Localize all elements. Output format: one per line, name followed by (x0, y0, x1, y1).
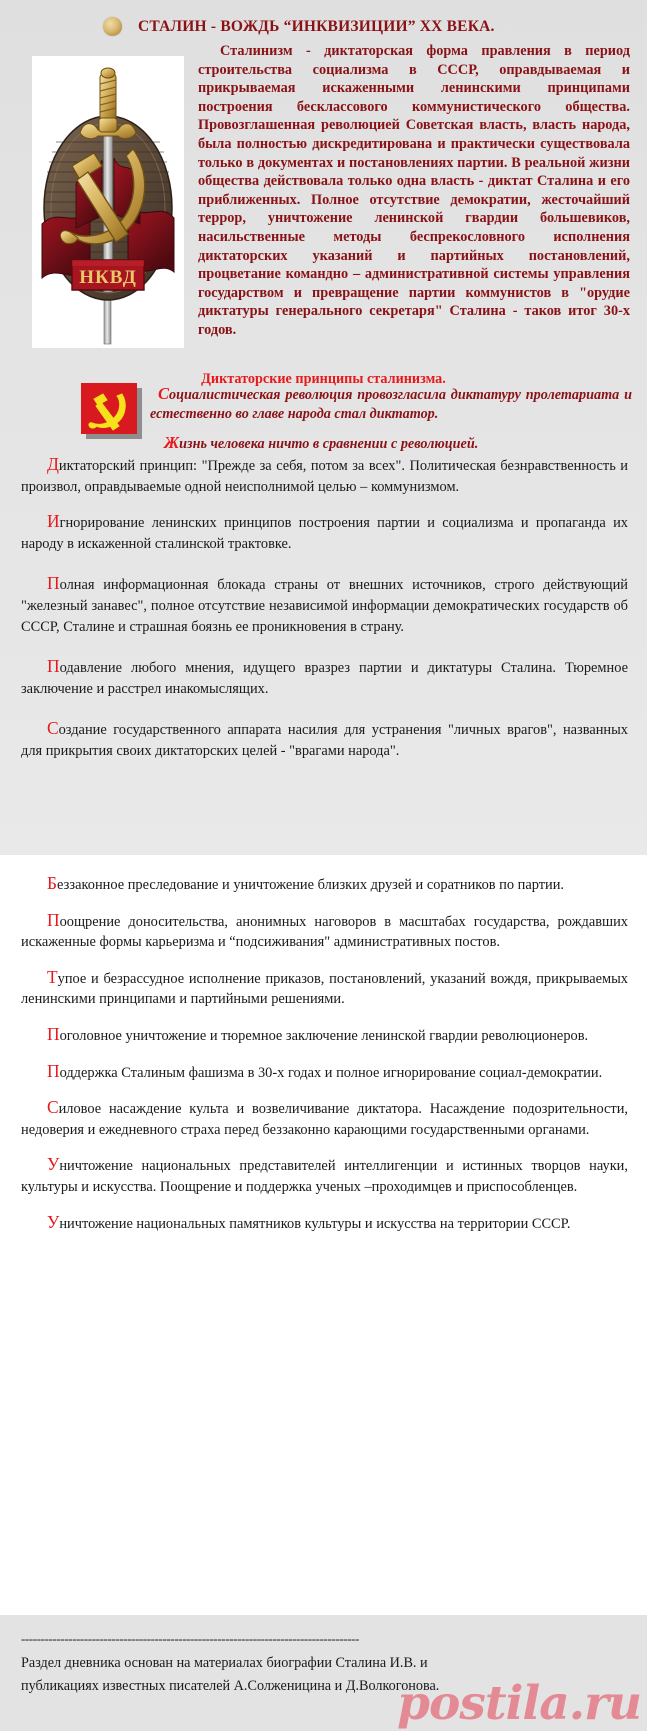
gold-seal-icon (103, 17, 122, 36)
paragraph-text: гнорирование ленинских принципов построения партии и социализма и пропаганда их народу в искаженной сталинской трактовке. (21, 515, 628, 552)
principle-paragraph (21, 1099, 628, 1140)
principle-paragraph (21, 720, 628, 761)
paragraph-dropcap: У (47, 1211, 60, 1232)
nkvd-badge-image (32, 56, 184, 348)
paragraph-dropcap: П (47, 1023, 60, 1044)
quote-dropcap: С (158, 384, 170, 403)
paragraph-text: упое и безрассудное исполнение приказов, постановлений, указаний вождя, прикрываемых ленинскими принципами и партийными решениями. (21, 970, 628, 1008)
principle-paragraph (21, 1156, 628, 1197)
quote-human-life (150, 433, 632, 454)
paragraph-text: иловое насаждение культа и возвеличивание диктатора. Насаждение подозрительности, недоверия и ежедневного страха перед беззаконно карающими государственными органами. (21, 1101, 628, 1138)
principle-paragraph (21, 875, 628, 896)
page-title: СТАЛИН - ВОЖДЬ “ИНКВИЗИЦИИ” XX ВЕКА. (138, 17, 495, 35)
paragraph-dropcap: П (47, 909, 60, 930)
footer-source-line-2: публикациях известных писателей А.Солженицина и Д.Волкогонова. (21, 1678, 440, 1694)
principle-paragraph (21, 513, 628, 554)
soviet-flag-image (81, 383, 144, 441)
soviet-hammer-sickle-flag-icon (81, 383, 144, 441)
nkvd-badge-label: НКВД (79, 267, 137, 288)
paragraph-text: оощрение доносительства, анонимных наговоров в масштабах государства, рождавших искаженные формы карьеризма и “подсиживания" административных постов. (21, 913, 628, 951)
principle-paragraph (21, 1211, 628, 1235)
principle-paragraph (21, 1060, 628, 1084)
subheading-dictatorial-principles: Диктаторские принципы сталинизма. (201, 371, 446, 387)
footer-source-line-1: Раздел дневника основан на материалах биографии Сталина И.В. и (21, 1655, 428, 1671)
principle-paragraph (21, 909, 628, 953)
paragraph-dropcap: Т (47, 966, 58, 987)
paragraph-dropcap: Б (47, 873, 57, 893)
paragraph-text: еззаконное преследование и уничтожение близких друзей и соратников по партии. (57, 877, 565, 893)
intro-paragraph: Сталинизм - диктаторская форма правления в период строительства социализма в СССР, оправдываемая и прикрываемая искаженными ленинскими принципами построения бесклассового коммунистического общества. Провозглашенная революцией Советская власть, власть народа, была полностью дискредитирована и практически существовала только в документах и постановлениях партии. В реальной жизни общества действовала только одна власть - диктат Сталина и его приближенных. Полное отсутствие демократии, жесточайший террор, уничтожение ленинской гвардии большевиков, насильственные методы беспрекословного исполнения диктаторских указаний и партийных постановлений, процветание командно – административной системы управления государством и превращение партии коммунистов в "орудие диктатуры генерального секретаря" Сталина - таков итог 30-х годов. (198, 43, 630, 338)
document-header (0, 17, 647, 36)
principle-paragraph (21, 456, 628, 497)
quote-revolution-text: оциалистическая революция провозгласила диктатуру пролетариата и естественно во главе народа стал диктатор. (150, 387, 632, 422)
footer-divider: -------------------------------------------------------------------------------------- (21, 1632, 359, 1646)
paragraph-dropcap: П (47, 573, 60, 594)
paragraph-text: ничтожение национальных памятников культуры и искусства на территории СССР. (59, 1215, 571, 1232)
quote-block (150, 384, 632, 454)
quote-revolution (150, 384, 632, 424)
principle-paragraph (21, 575, 628, 637)
paragraph-dropcap: П (47, 656, 60, 677)
paragraph-text: оддержка Сталиным фашизма в 30-х годах и полное игнорирование социал-демократии. (59, 1064, 603, 1081)
postila-watermark: postila.ru (397, 1676, 641, 1731)
paragraph-dropcap: Д (47, 454, 59, 474)
principles-list-section-2 (21, 875, 628, 1234)
paragraph-dropcap: П (47, 1060, 60, 1081)
quote-dropcap: Ж (164, 433, 180, 452)
paragraph-text: олная информационная блокада страны от внешних источников, строго действующий "железный занавес", полное отсутствие независимой информации демократических государств об СССР, Сталине и страшная боязнь ее проникновения в страну. (21, 577, 628, 635)
paragraph-dropcap: У (47, 1154, 60, 1175)
paragraph-text: оголовное уничтожение и тюремное заключение ленинской гвардии революционеров. (59, 1027, 589, 1044)
paragraph-dropcap: С (47, 718, 59, 739)
principle-paragraph (21, 658, 628, 699)
paragraph-dropcap: С (47, 1097, 59, 1118)
paragraph-dropcap: И (47, 511, 60, 532)
paragraph-text: иктаторский принцип: "Прежде за себя, потом за всех". Политическая безнравственность и произвол, оправдываемые одной неисполнимой целью – коммунизмом. (21, 458, 628, 495)
principle-paragraph (21, 1023, 628, 1047)
quote-human-life-text: изнь человека ничто в сравнении с революцией. (179, 436, 479, 452)
principles-list-section-1 (21, 456, 628, 762)
paragraph-text: ничтожение национальных представителей интеллигенции и истинных творцов науки, культуры и искусства. Поощрение и поддержка ученых –проходимцев и приспособленцев. (21, 1158, 628, 1195)
principle-paragraph (21, 966, 628, 1010)
paragraph-text: одавление любого мнения, идущего вразрез партии и диктатуры Сталина. Тюремное заключение и расстрел инакомыслящих. (21, 660, 628, 697)
nkvd-badge-icon (32, 56, 184, 348)
paragraph-text: оздание государственного аппарата насилия для устранения "личных врагов", названных для прикрытия своих диктаторских целей - "врагами народа". (21, 722, 628, 759)
